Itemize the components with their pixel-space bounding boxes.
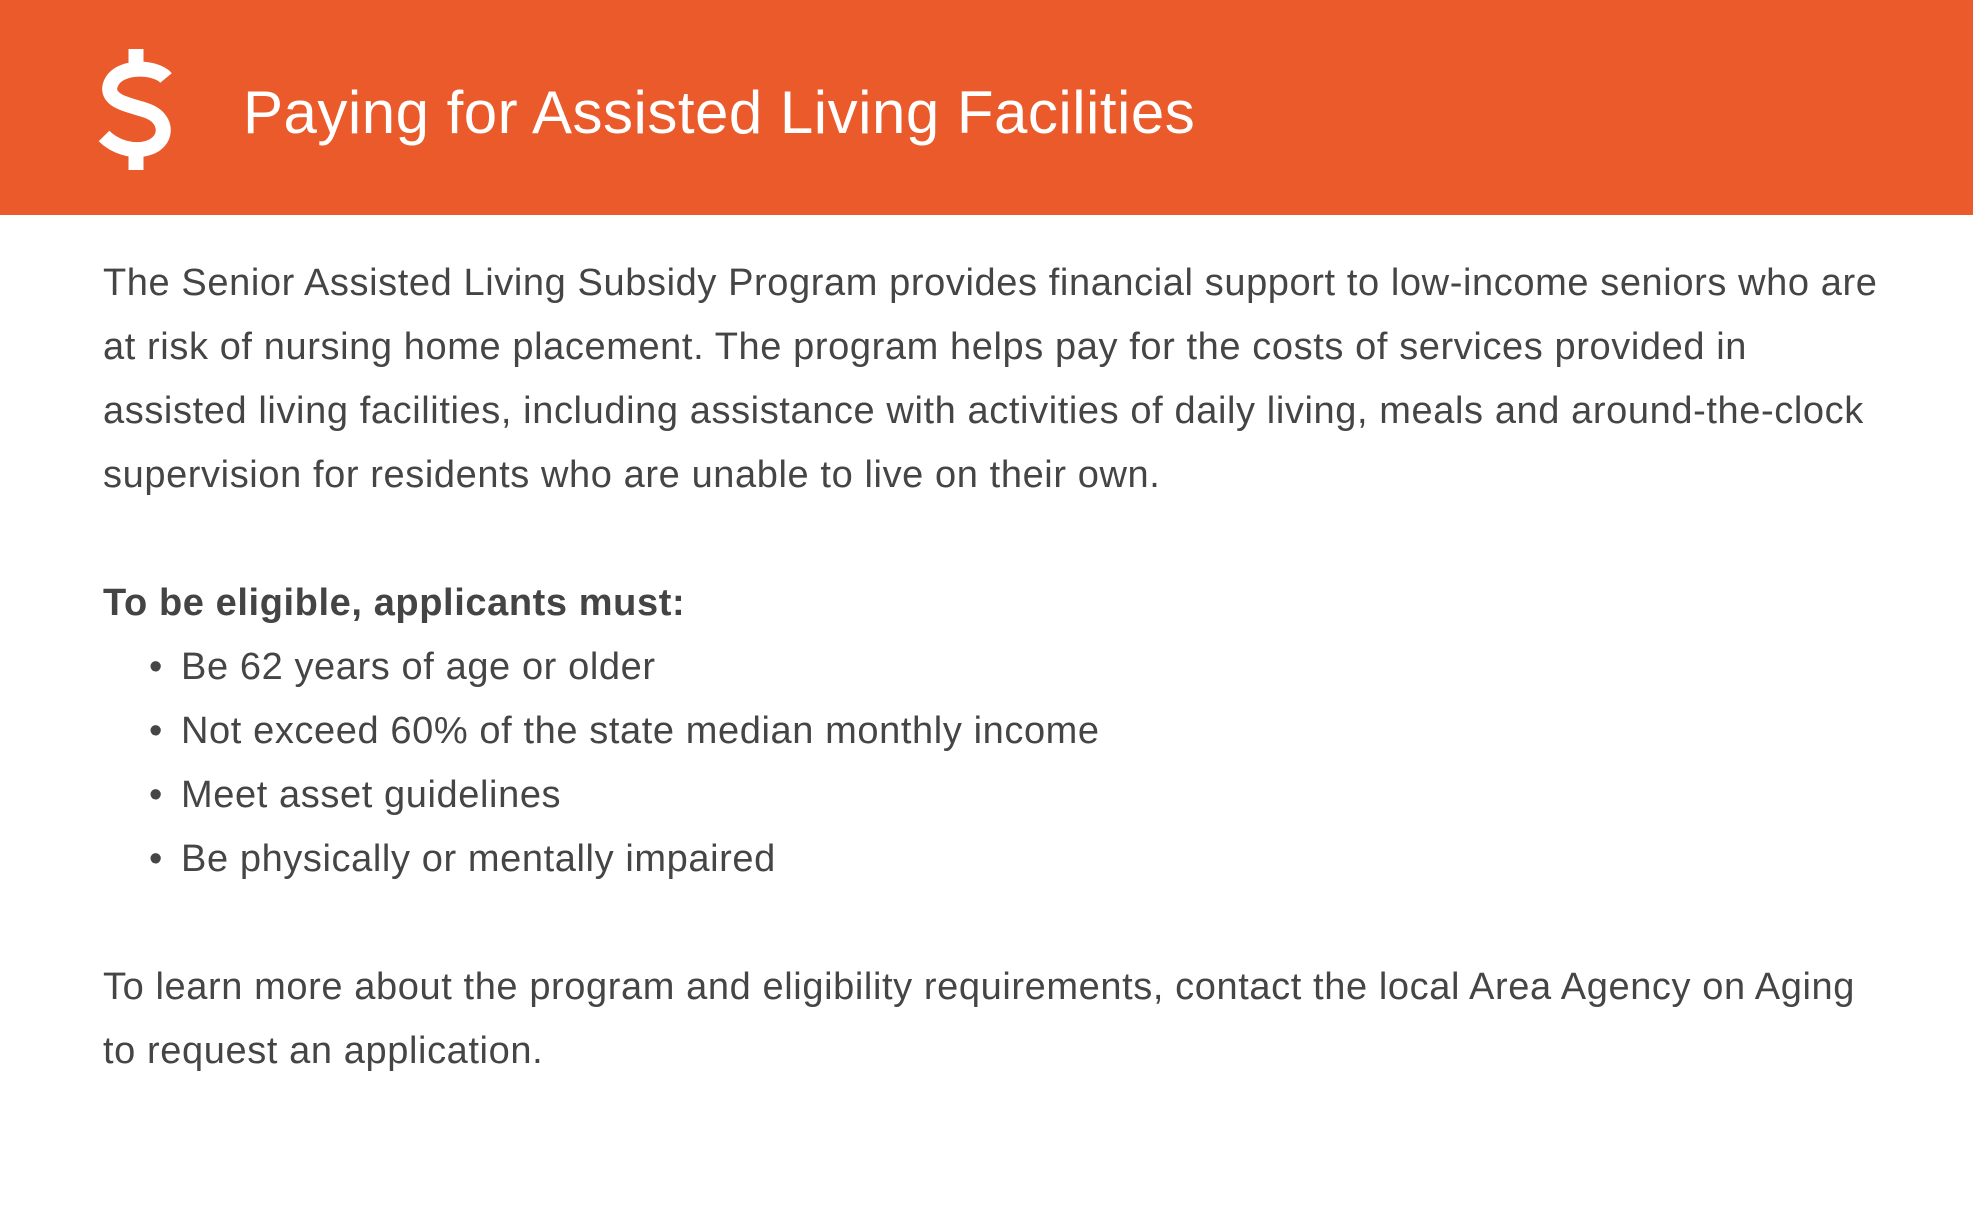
list-item	[149, 635, 1883, 699]
requirement-text: Be 62 years of age or older	[181, 646, 656, 688]
requirement-text: Not exceed 60% of the state median monthly income	[181, 710, 1100, 752]
outro-paragraph: To learn more about the program and eligibility requirements, contact the local Area Agency on Aging to request an application.	[103, 966, 1856, 1072]
list-item	[149, 763, 1883, 827]
requirement-text: Be physically or mentally impaired	[181, 838, 776, 880]
list-item	[149, 699, 1883, 763]
intro-paragraph: The Senior Assisted Living Subsidy Program provides financial support to low-income seniors who are at risk of nursing home placement. The program helps pay for the costs of services provided in assisted living facilities, including assistance with activities of daily living, meals and around-the-clock supervision for residents who are unable to live on their own.	[103, 262, 1878, 496]
dollar-sign-icon	[96, 46, 176, 172]
bullet-marker: •	[149, 774, 163, 816]
main-content	[103, 251, 1883, 1083]
requirements-list	[103, 635, 1883, 891]
bullet-marker: •	[149, 646, 163, 688]
header-banner	[0, 0, 1973, 215]
bullet-marker: •	[149, 710, 163, 752]
list-item	[149, 827, 1883, 891]
bullet-marker: •	[149, 838, 163, 880]
page-title: Paying for Assisted Living Facilities	[243, 79, 1196, 146]
requirement-text: Meet asset guidelines	[181, 774, 562, 816]
eligibility-heading: To be eligible, applicants must:	[103, 582, 686, 624]
